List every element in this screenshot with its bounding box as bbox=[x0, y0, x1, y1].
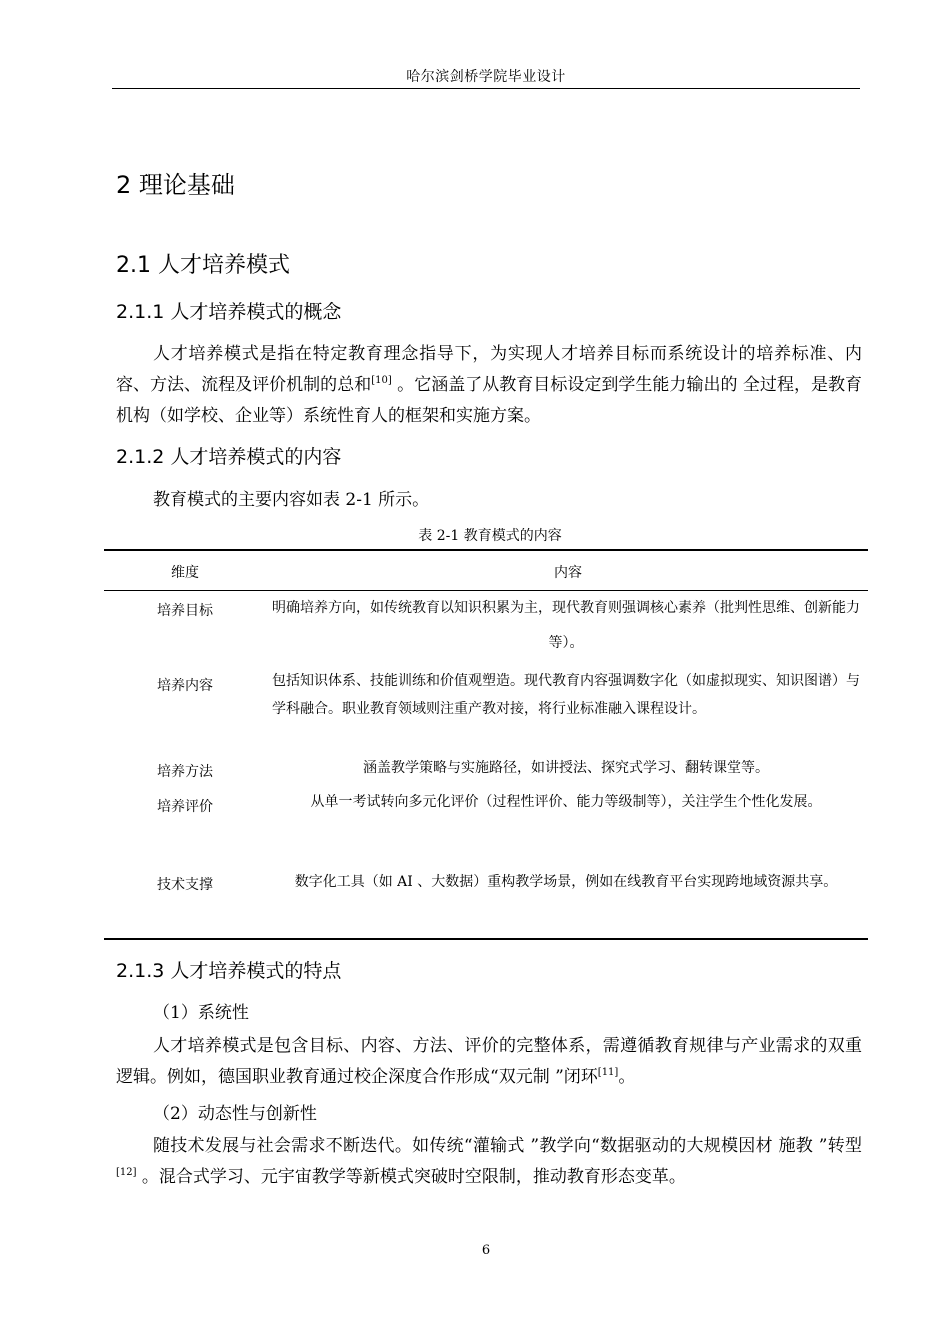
citation-ref: [12] bbox=[116, 1167, 137, 1178]
section-heading: 2.1 人才培养模式 bbox=[116, 253, 290, 278]
subsection-heading: 2.1.1 人才培养模式的概念 bbox=[116, 301, 342, 323]
citation-ref: [10] bbox=[371, 375, 392, 386]
page-number: 6 bbox=[481, 1243, 491, 1258]
citation-ref: [11] bbox=[597, 1067, 619, 1078]
table-bottom-rule bbox=[104, 938, 868, 940]
subsection-heading: 2.1.2 人才培养模式的内容 bbox=[116, 446, 342, 468]
paragraph-text: 。 bbox=[618, 1067, 636, 1087]
subsection-heading: 2.1.3 人才培养模式的特点 bbox=[116, 960, 342, 982]
table-cell-dimension: 培养内容 bbox=[157, 678, 213, 694]
table-caption: 表 2-1 教育模式的内容 bbox=[418, 528, 562, 544]
paragraph-text: 。混合式学习、元宇宙教学等新模式突破时空限制，推动教育形态变革。 bbox=[136, 1167, 686, 1187]
table-header-dimension: 维度 bbox=[171, 565, 199, 581]
table-cell-dimension: 培养目标 bbox=[157, 603, 213, 619]
header-rule bbox=[112, 88, 860, 89]
paragraph-text: 。它涵盖了从教育目标设定到学生能力输出的 全过程，是教育机构（如学校、企业等）系统性育人的框架和实施方案。 bbox=[116, 375, 862, 426]
running-header: 哈尔滨剑桥学院毕业设计 bbox=[406, 69, 566, 85]
table-cell-dimension: 培养方法 bbox=[157, 764, 213, 780]
concept-paragraph bbox=[116, 339, 862, 432]
paragraph-text: 随技术发展与社会需求不断迭代。如传统“灌输式 ”教学向“数据驱动的大规模因材 施教 ”转型 bbox=[153, 1136, 862, 1156]
table-cell-content: 明确培养方向，如传统教育以知识积累为主，现代教育则强调核心素养（批判性思维、创新能力等）。 bbox=[272, 600, 860, 651]
list-item-title: （1）系统性 bbox=[153, 1003, 249, 1023]
chapter-title: 2 理论基础 bbox=[116, 171, 235, 199]
table-intro: 教育模式的主要内容如表 2-1 所示。 bbox=[153, 490, 430, 510]
feature-paragraph bbox=[116, 1031, 862, 1093]
table-top-rule bbox=[104, 549, 868, 551]
table-cell-content: 数字化工具（如 AI 、大数据）重构教学场景，例如在线教育平台实现跨地域资源共享。 bbox=[294, 874, 838, 890]
feature-paragraph bbox=[116, 1131, 862, 1193]
table-cell-content: 包括知识体系、技能训练和价值观塑造。现代教育内容强调数字化（如虚拟现实、知识图谱）与学科融合。职业教育领域则注重产教对接，将行业标准融入课程设计。 bbox=[272, 673, 860, 717]
table-cell-dimension: 培养评价 bbox=[157, 799, 213, 815]
table-cell-content: 从单一考试转向多元化评价（过程性评价、能力等级制等），关注学生个性化发展。 bbox=[310, 794, 822, 810]
table-cell-content: 涵盖教学策略与实施路径，如讲授法、探究式学习、翻转课堂等。 bbox=[363, 760, 769, 776]
table-header-content: 内容 bbox=[554, 565, 582, 581]
list-item-title: （2）动态性与创新性 bbox=[153, 1104, 317, 1124]
table-cell-dimension: 技术支撑 bbox=[157, 877, 213, 893]
paragraph-text: 人才培养模式是指在特定教育理念指导下，为实现人才培养目标而系统设计的培养标准、内容、方法、流程及评价机制的总和 bbox=[116, 344, 862, 395]
paragraph-text: 人才培养模式是包含目标、内容、方法、评价的完整体系，需遵循教育规律与产业需求的双重逻辑。例如，德国职业教育通过校企深度合作形成“双元制 ”闭环 bbox=[116, 1036, 862, 1087]
